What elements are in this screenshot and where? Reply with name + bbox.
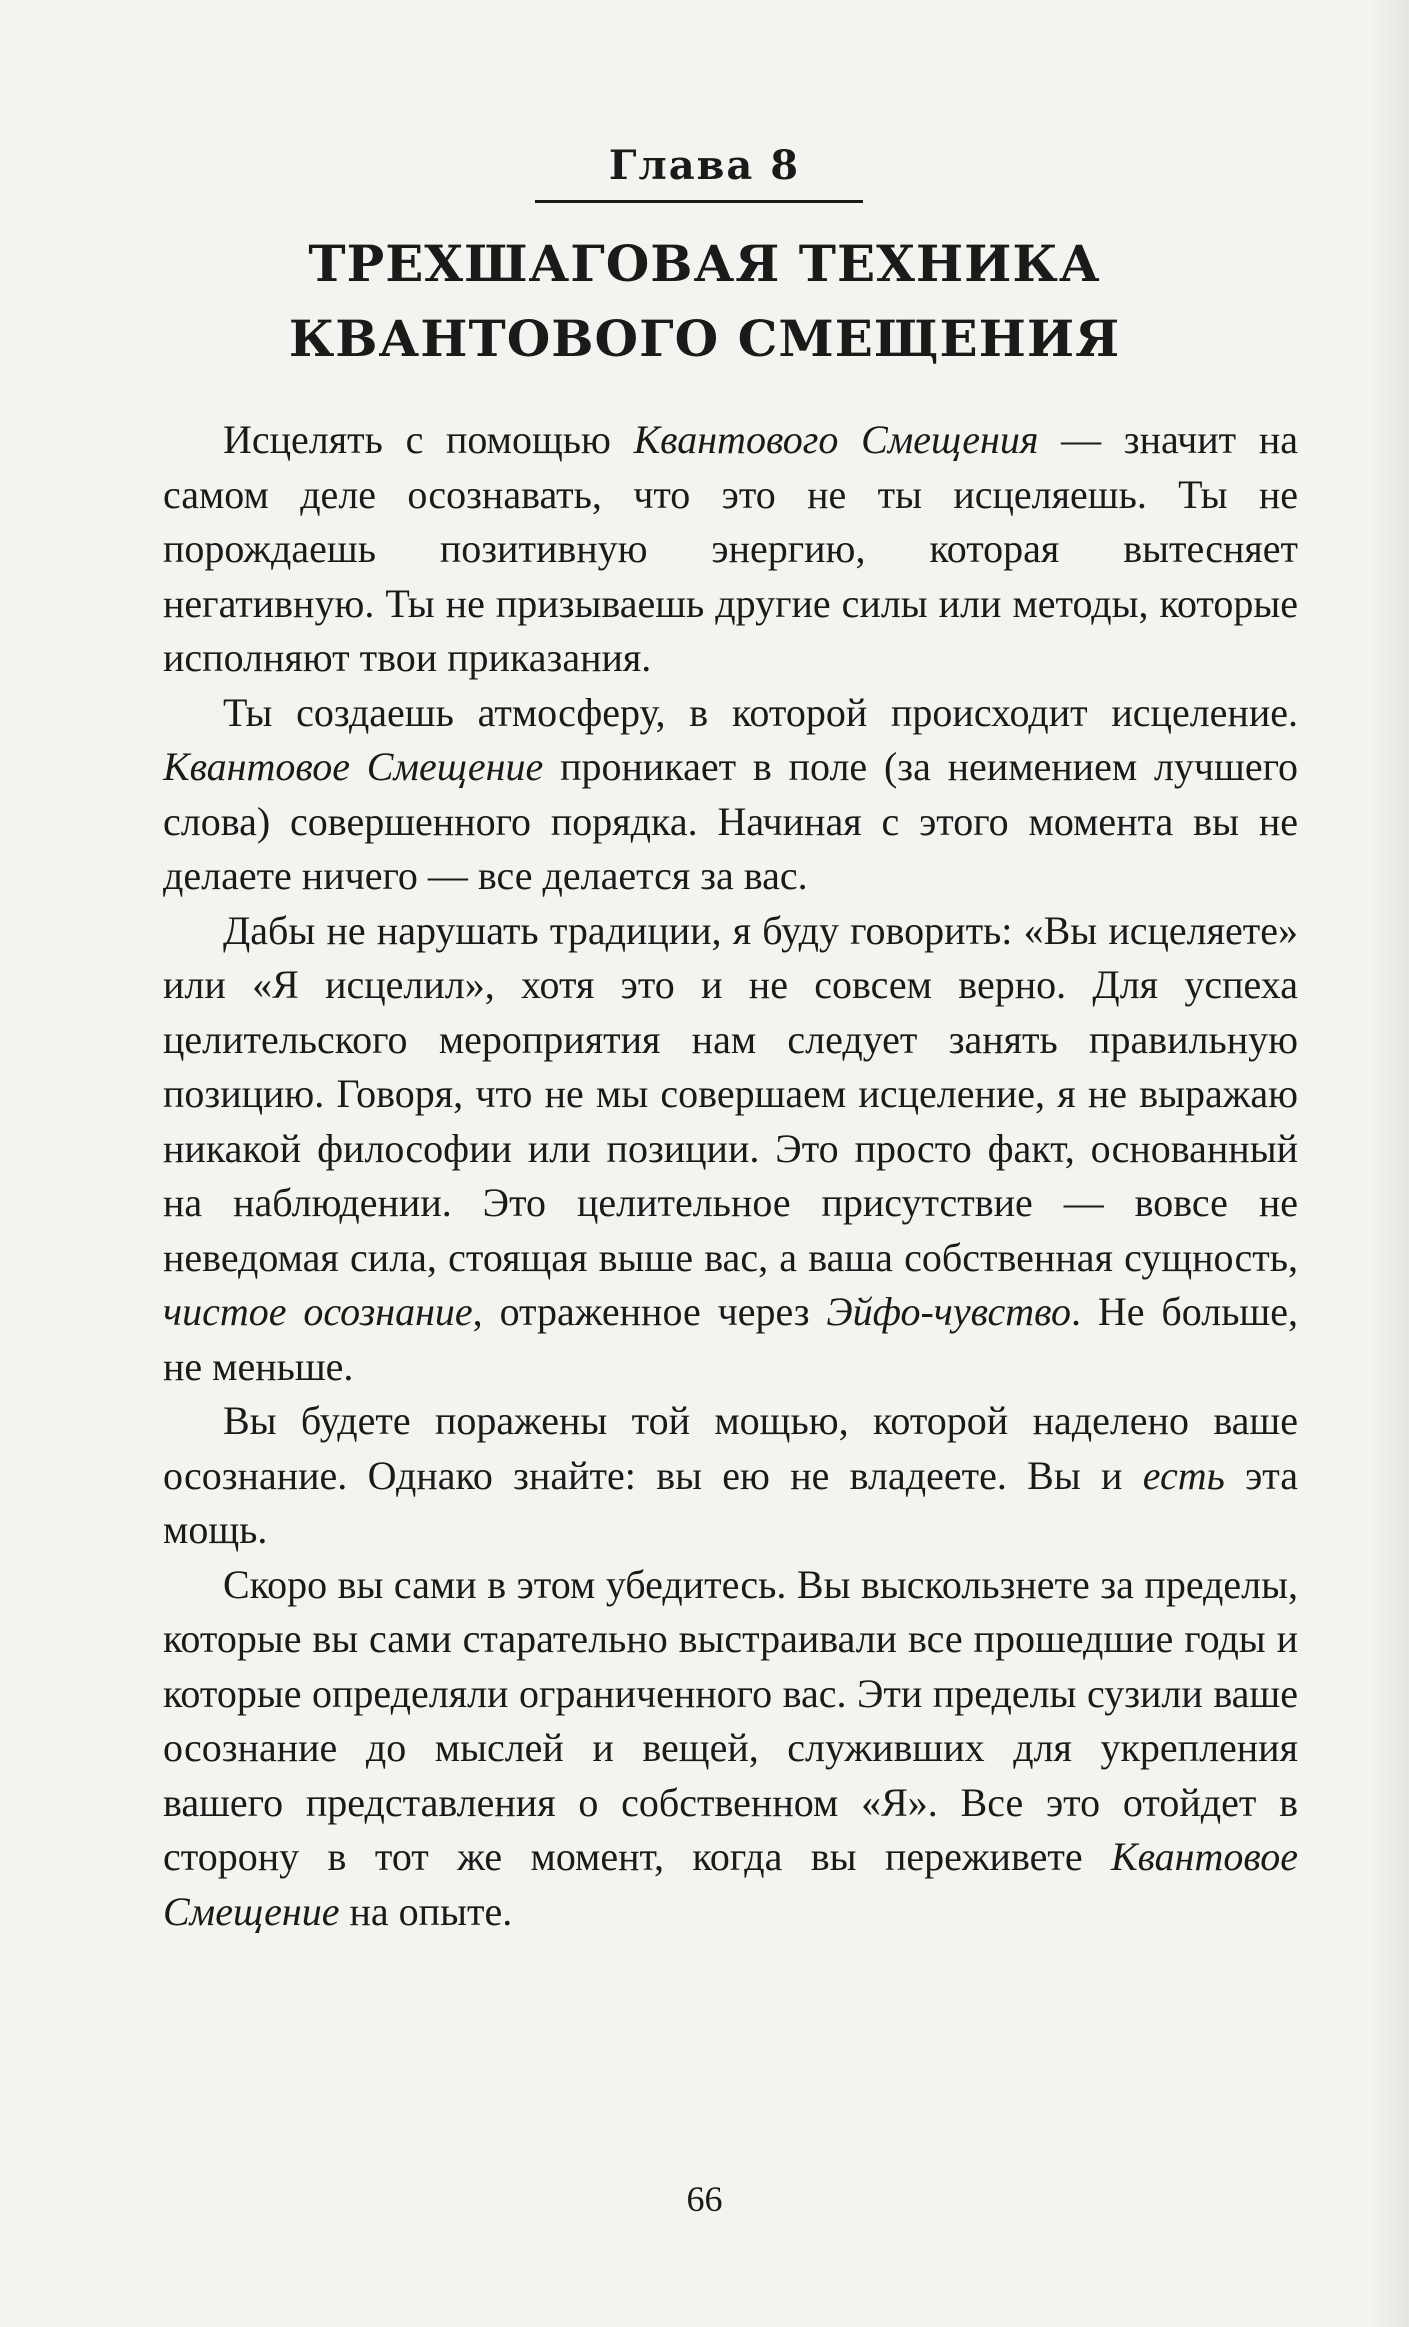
italic-term: Квантовое Смещение xyxy=(163,744,544,789)
text-run: на опыте. xyxy=(339,1888,513,1934)
title-divider xyxy=(535,200,863,203)
text-run: Исцелять с помощью xyxy=(223,417,634,462)
text-run: Ты создаешь атмосферу, в которой происходит исцеление. xyxy=(223,689,1298,735)
text-run: — значит на самом деле осознавать, что это не ты исцеляешь. Ты не порождаешь позитивную энергию, которая вытесняет негативную. Ты не призываешь другие силы или методы, которые исполняют твои приказания. xyxy=(163,417,1298,680)
text-run: , отраженное через xyxy=(472,1289,827,1334)
page-number: 66 xyxy=(686,2179,723,2219)
paragraph xyxy=(163,686,1298,904)
chapter-title-line: КВАНТОВОГО СМЕЩЕНИЯ xyxy=(288,309,1121,368)
text-run: проникает в поле (за неимением лучшего слова) совершенного порядка. Начиная с этого момента вы не делаете ничего — все делается за вас. xyxy=(163,744,1298,898)
text-run: эта мощь. xyxy=(163,1452,1299,1552)
italic-term: Квантового Смещения xyxy=(633,417,1039,462)
paragraph xyxy=(163,413,1298,686)
paragraph xyxy=(163,1394,1298,1558)
italic-term: чистое осознание xyxy=(163,1289,473,1334)
text-run: Вы будете поражены той мощью, которой наделено ваше осознание. Однако знайте: вы ею не владеете. Вы и xyxy=(163,1398,1298,1498)
italic-term: Квантовое Смещение xyxy=(163,1834,1298,1934)
italic-term: Эйфо-чувство xyxy=(826,1289,1071,1334)
chapter-title xyxy=(0,226,1409,376)
paragraph xyxy=(163,904,1298,1395)
body-text xyxy=(163,413,1298,1939)
paragraph xyxy=(163,1558,1298,1940)
text-run: Скоро вы сами в этом убедитесь. Вы выскользнете за пределы, которые вы сами старательно выстраивали все прошедшие годы и которые определяли ограниченного вас. Эти пределы сузили ваше осознание до мыслей и вещей, служивших для укрепления вашего представления о собственном «Я». Все это отойдет в сторону в тот же момент, когда вы переживете xyxy=(163,1561,1298,1879)
text-run: . Не больше, не меньше. xyxy=(163,1289,1298,1389)
italic-term: есть xyxy=(1142,1452,1225,1498)
chapter-title-line: ТРЕХШАГОВАЯ ТЕХНИКА xyxy=(308,234,1101,293)
chapter-label: Глава 8 xyxy=(608,142,801,189)
text-run: Дабы не нарушать традиции, я буду говорить: «Вы исцеляете» или «Я исцелил», хотя это и не совсем верно. Для успеха целительского мероприятия нам следует занять правильную позицию. Говоря, что не мы совершаем исцеление, я не выражаю никакой философии или позиции. Это просто факт, основанный на наблюдении. Это целительное присутствие — вовсе не неведомая сила, стоящая выше вас, а ваша собственная сущность, xyxy=(163,907,1298,1280)
